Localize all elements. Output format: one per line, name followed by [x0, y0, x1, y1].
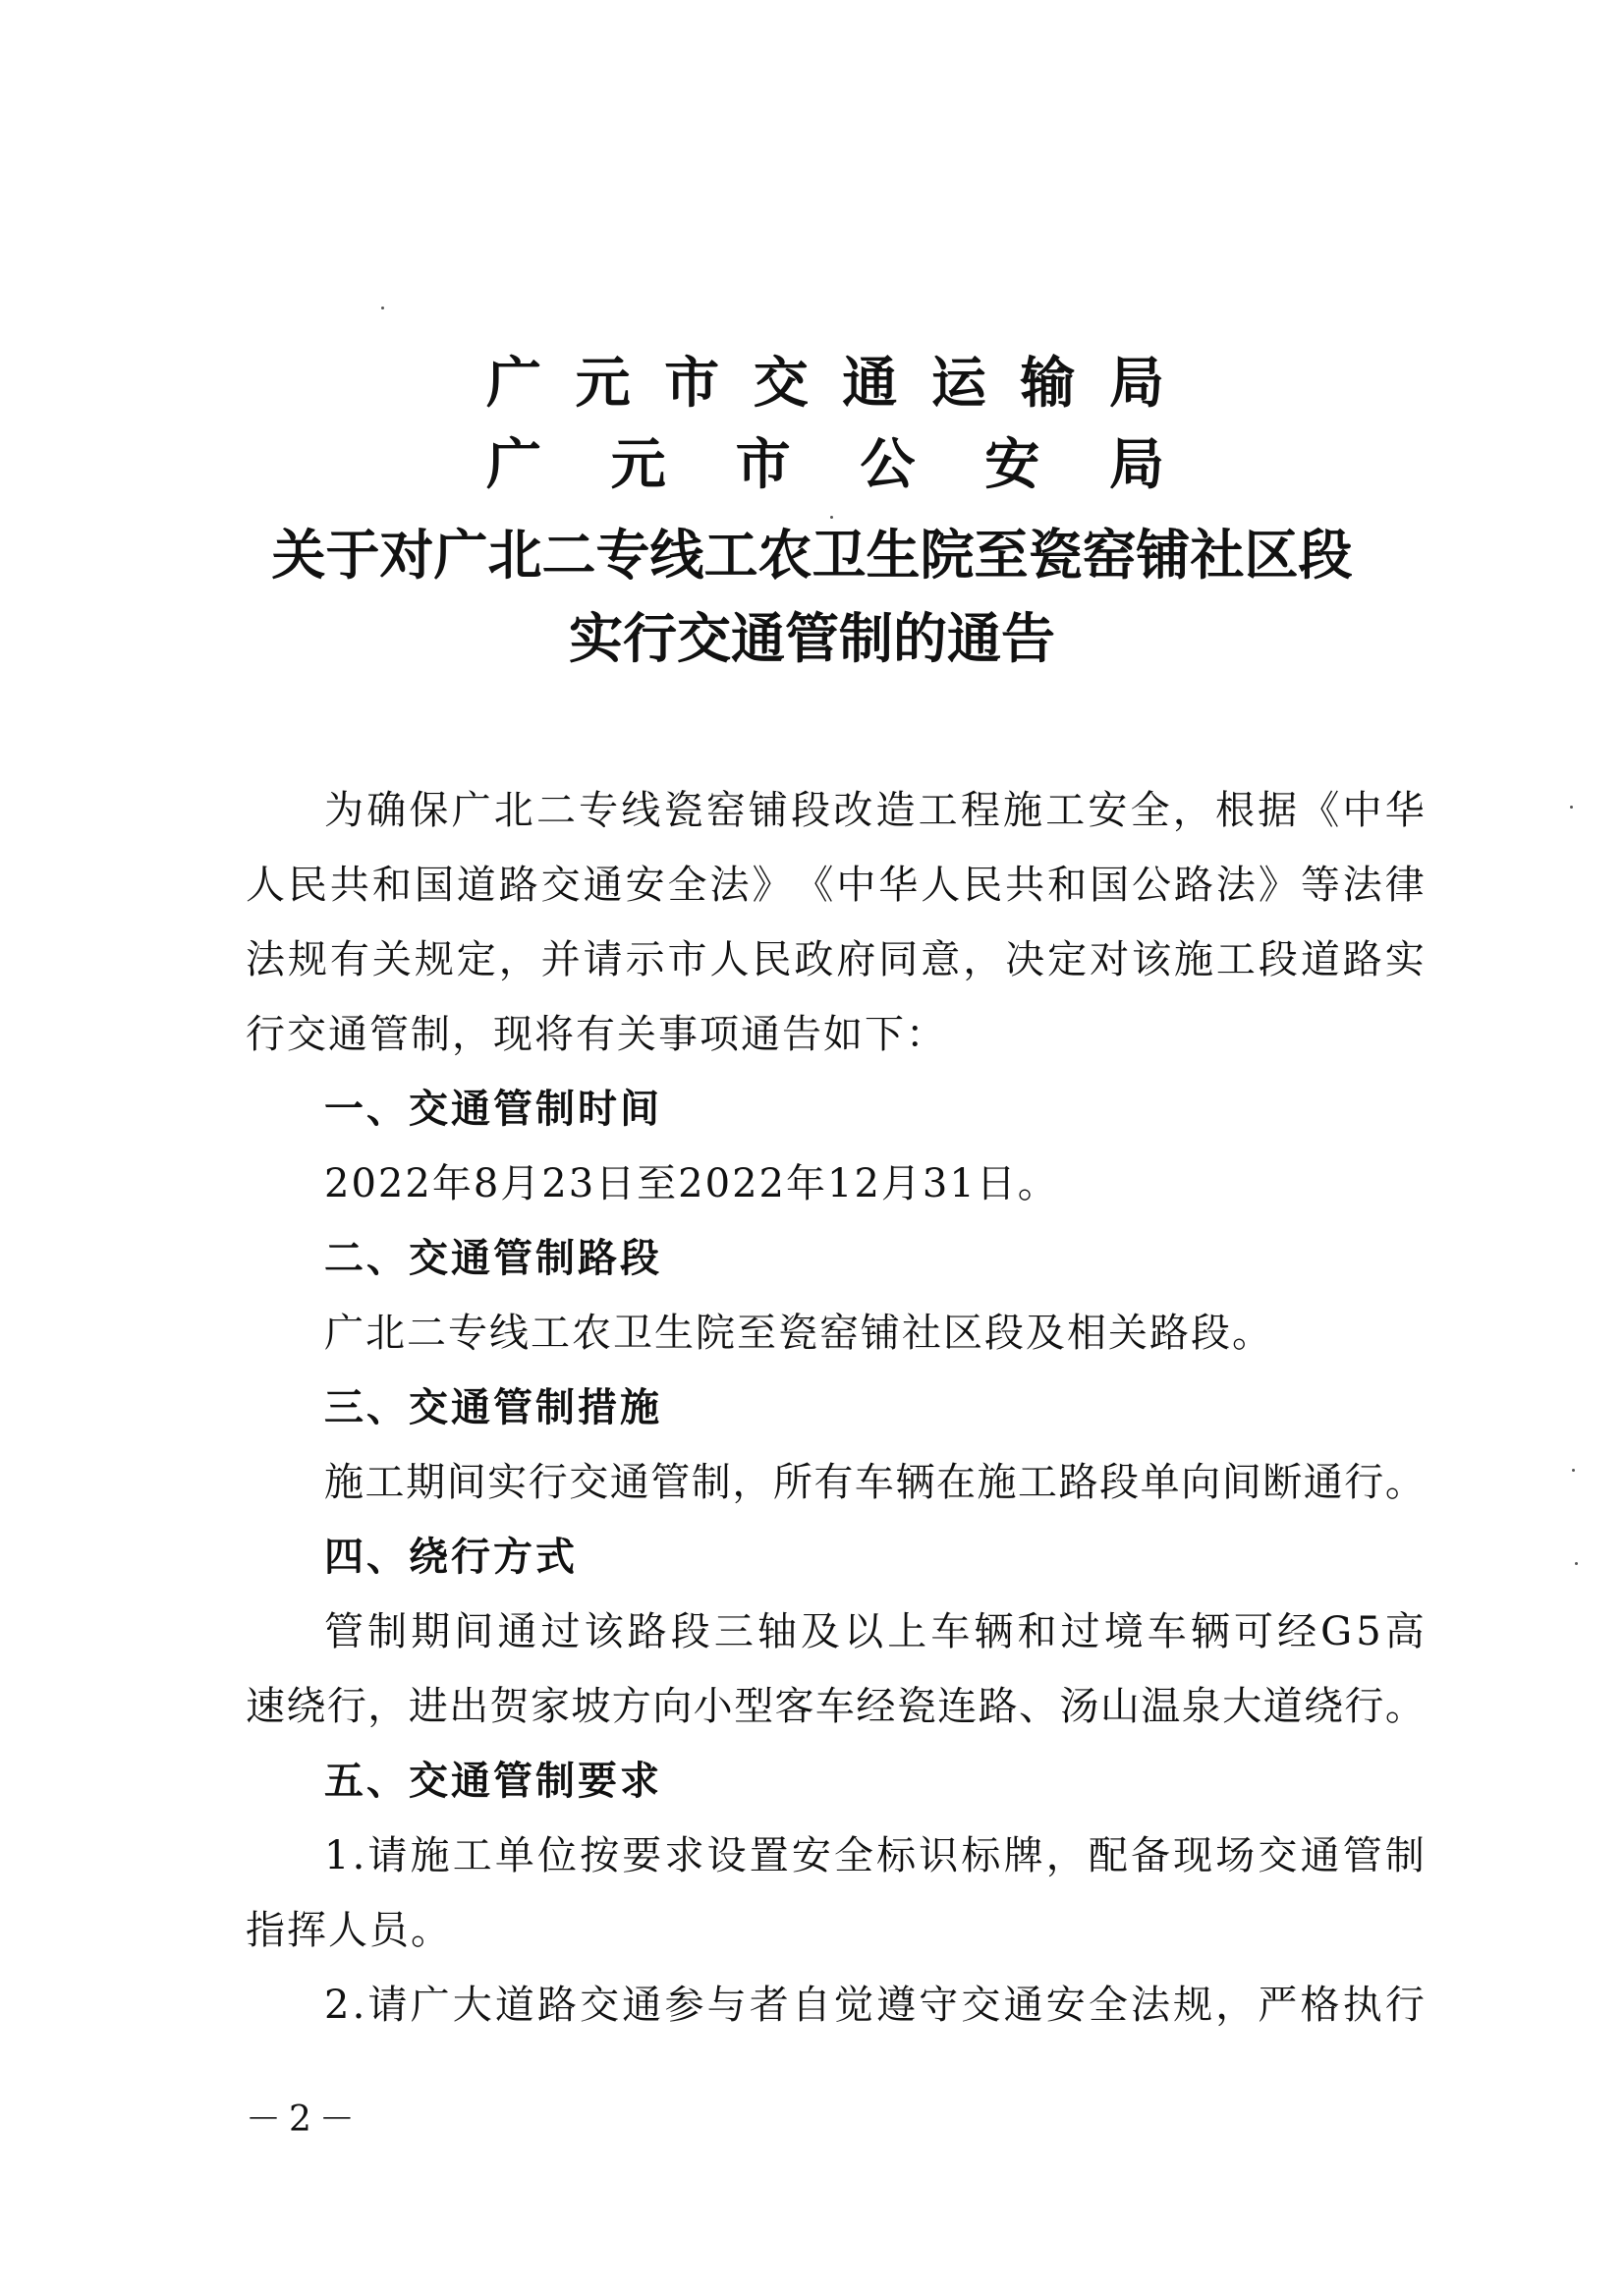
- intro-line-2: 人 民 共 和 国 道 路 交 通 安 全 法 》 《 中 华 人 民 共 和 国 公 路 法 》 等 法 律: [246, 863, 1425, 908]
- intro-line-4: 行 交 通 管 制 ， 现 将 有 关 事 项 通 告 如 下 ：: [246, 1012, 945, 1057]
- section-text-requirement-2: 2 . 请 广 大 道 路 交 通 参 与 者 自 觉 遵 守 交 通 安 全 法 规 ， 严 格 执 行: [324, 1983, 1425, 2028]
- section-heading-time: 一、交通管制时间: [324, 1087, 662, 1132]
- section-heading-requirements: 五、交通管制要求: [324, 1759, 662, 1804]
- section-text-requirement-1-cont: 指 挥 人 员 。: [246, 1908, 450, 1953]
- scan-speck: [1575, 1562, 1578, 1565]
- section-heading-measures: 三、交通管制措施: [324, 1385, 662, 1430]
- page-number: －2－: [246, 2099, 363, 2140]
- agency-name-transport: 广 元 市 交 通 运 输 局: [486, 351, 1164, 416]
- scan-speck: [1570, 806, 1573, 809]
- notice-title-line-1: 关于对广北二专线工农卫生院至瓷窑铺社区段: [271, 524, 1353, 587]
- agency-name-police: 广 元 市 公 安 局: [486, 432, 1164, 497]
- section-text-measures: 施 工 期 间 实 行 交 通 管 制 ， 所 有 车 辆 在 施 工 路 段 单 向 间 断 通 行 。: [324, 1460, 1425, 1505]
- section-text-detour-1: 管 制 期 间 通 过 该 路 段 三 轴 及 以 上 车 辆 和 过 境 车 辆 可 经 G 5 高: [324, 1609, 1425, 1654]
- section-heading-road: 二、交通管制路段: [324, 1236, 662, 1281]
- intro-line-1: 为 确 保 广 北 二 专 线 瓷 窑 铺 段 改 造 工 程 施 工 安 全 ， 根 据 《 中 华: [324, 788, 1425, 833]
- section-text-road: 广 北 二 专 线 工 农 卫 生 院 至 瓷 窑 铺 社 区 段 及 相 关 路 段 。: [324, 1311, 1271, 1356]
- intro-line-3: 法 规 有 关 规 定 ， 并 请 示 市 人 民 政 府 同 意 ， 决 定 对 该 施 工 段 道 路 实: [246, 937, 1425, 982]
- section-heading-detour: 四、绕行方式: [324, 1535, 578, 1580]
- section-text-time: 2 0 2 2 年 8 月 2 3 日 至 2 0 2 2 年 1 2 月 3 1 日 。: [324, 1161, 1057, 1206]
- scan-speck: [830, 516, 833, 519]
- scan-speck: [381, 307, 384, 309]
- section-text-requirement-1: 1 . 请 施 工 单 位 按 要 求 设 置 安 全 标 识 标 牌 ， 配 备 现 场 交 通 管 制: [324, 1833, 1425, 1878]
- section-text-detour-2: 速 绕 行 ， 进 出 贺 家 坡 方 向 小 型 客 车 经 瓷 连 路 、 汤 山 温 泉 大 道 绕 行 。: [246, 1684, 1425, 1729]
- scan-speck: [1572, 1469, 1575, 1472]
- notice-title-line-2: 实行交通管制的通告: [568, 607, 1055, 670]
